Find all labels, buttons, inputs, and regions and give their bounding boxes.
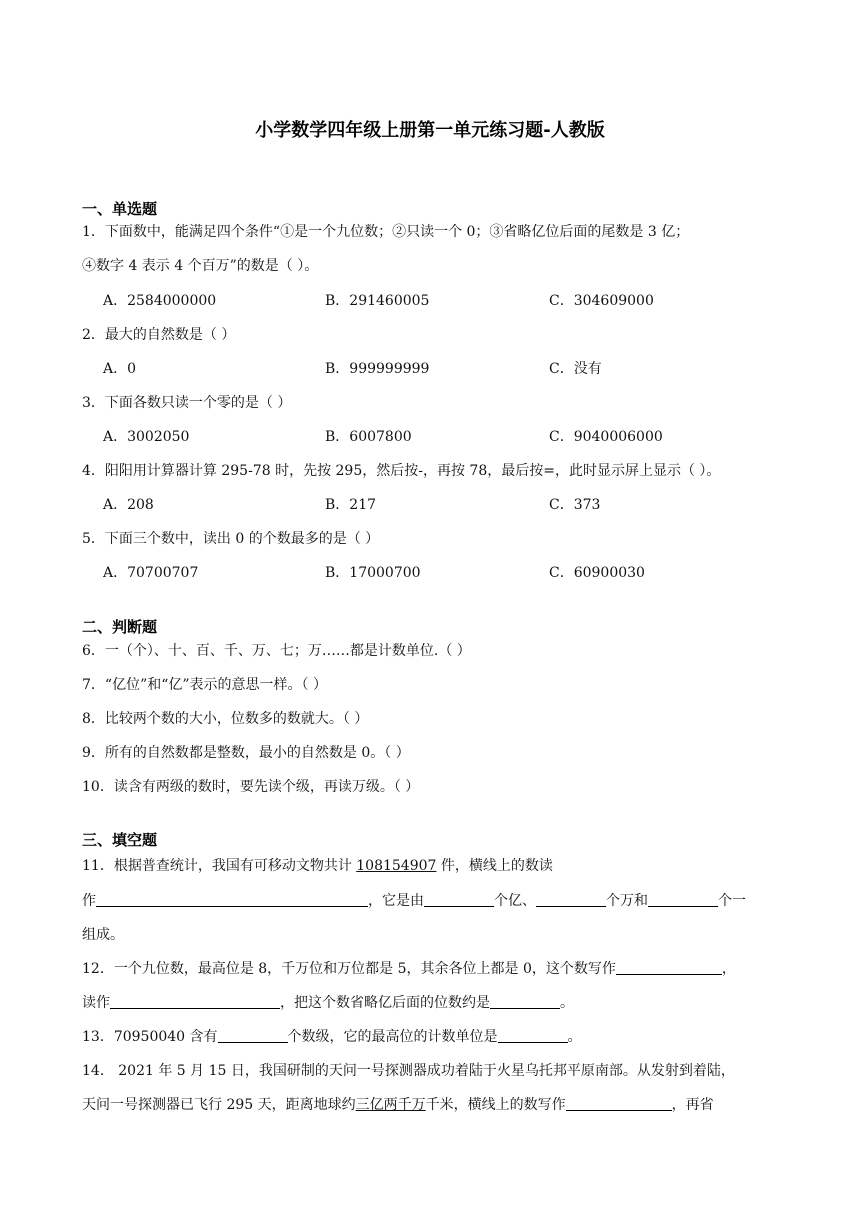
question-10: 10．读含有两级的数时，要先读个级，再读万级。（ ） (82, 779, 420, 795)
question-12-line-1 (82, 959, 782, 979)
q13-text-1: 13．70950040 含有 (82, 1029, 218, 1045)
q14-underlined-number: 三亿两千万 (355, 1097, 426, 1113)
q12-text-3: 读作 (82, 995, 110, 1011)
q11-text-4: ，它是由 (368, 893, 424, 909)
question-13 (82, 1027, 782, 1047)
question-5: 5．下面三个数中，读出 0 的个数最多的是（ ） (82, 531, 380, 547)
question-14-line-1: 14． 2021 年 5 月 15 日，我国研制的天问一号探测器成功着陆于火星乌托邦平原南部。从发射到着陆， (82, 1063, 735, 1079)
q12-blank-write[interactable] (616, 960, 722, 975)
question-14-line-2 (82, 1095, 782, 1115)
question-4-option-a: A．208 (103, 497, 154, 513)
section-heading-single-choice: 一、单选题 (82, 200, 158, 218)
question-5-option-b: B．17000700 (325, 565, 421, 581)
q11-text-2: 件，横线上的数读 (436, 858, 553, 874)
question-6: 6．一（个）、十、百、千、万、七；万……都是计数单位.（ ） (82, 643, 471, 659)
q14-text-4: ，再省 (671, 1097, 714, 1113)
question-12-line-2 (82, 993, 782, 1013)
q11-text-3: 作 (82, 893, 96, 909)
q14-text-3: 千米，横线上的数写作 (425, 1097, 566, 1113)
question-3-option-b: B．6007800 (325, 429, 412, 445)
question-3-option-a: A．3002050 (103, 429, 190, 445)
q11-text-1: 11．根据普查统计，我国有可移动文物共计 (82, 858, 357, 874)
q11-text-7: 个一 (718, 893, 746, 909)
q11-text-5: 个亿、 (494, 893, 536, 909)
q12-text-2: ， (721, 961, 736, 977)
q12-text-1: 12．一个九位数，最高位是 8，千万位和万位都是 5，其余各位上都是 0，这个数写作 (82, 961, 616, 977)
question-2-option-b: B．999999999 (325, 361, 430, 377)
q11-blank-reading[interactable] (96, 892, 368, 907)
question-3-option-c: C．9040006000 (549, 429, 663, 445)
q11-blank-wan[interactable] (536, 892, 606, 907)
question-1-option-b: B．291460005 (325, 293, 430, 309)
q11-text-6: 个万和 (606, 893, 648, 909)
question-4-option-b: B．217 (325, 497, 377, 513)
question-4-option-c: C．373 (549, 497, 601, 513)
question-1-line-1: 1．下面数中，能满足四个条件“①是一个九位数；②只读一个 0；③省略亿位后面的尾数是 3 亿； (82, 224, 690, 240)
q11-blank-yi-unit[interactable] (648, 892, 718, 907)
q11-blank-yi[interactable] (424, 892, 494, 907)
question-5-option-a: A．70700707 (103, 565, 199, 581)
q13-blank-unit[interactable] (498, 1028, 568, 1043)
q14-blank-write[interactable] (566, 1096, 672, 1111)
q13-blank-levels[interactable] (218, 1028, 288, 1043)
question-3: 3．下面各数只读一个零的是（ ） (82, 395, 292, 411)
question-8: 8．比较两个数的大小，位数多的数就大。（ ） (82, 711, 369, 727)
question-2-option-c: C．没有 (549, 361, 602, 377)
section-heading-true-false: 二、判断题 (82, 618, 158, 636)
question-11-line-1 (82, 856, 782, 876)
q12-blank-approx[interactable] (490, 994, 560, 1009)
question-1-option-c: C．304609000 (549, 293, 654, 309)
question-1-option-a: A．2584000000 (103, 293, 217, 309)
question-7: 7．“亿位”和“亿”表示的意思一样。（ ） (82, 677, 327, 693)
question-4: 4．阳阳用计算器计算 295-78 时，先按 295，然后按-，再按 78，最后按=，此时显示屏上显示（ ）。 (82, 463, 721, 479)
q13-text-3: 。 (567, 1029, 582, 1045)
question-11-line-2 (82, 891, 782, 911)
question-9: 9．所有的自然数都是整数，最小的自然数是 0。（ ） (82, 745, 410, 761)
question-5-option-c: C．60900030 (549, 565, 645, 581)
q11-underlined-number: 108154907 (356, 858, 437, 874)
page-title: 小学数学四年级上册第一单元练习题-人教版 (255, 120, 605, 141)
question-1-line-2: ④数字 4 表示 4 个百万”的数是（ ）。 (82, 258, 319, 274)
question-2-option-a: A．0 (103, 361, 137, 377)
q14-text-2: 天问一号探测器已飞行 295 天，距离地球约 (82, 1097, 356, 1113)
section-heading-fill-blank: 三、填空题 (82, 831, 158, 849)
q13-text-2: 个数级，它的最高位的计数单位是 (287, 1029, 498, 1045)
question-11-line-3: 组成。 (82, 927, 124, 943)
q12-text-4: ，把这个数省略亿后面的位数约是 (280, 995, 490, 1011)
question-2: 2．最大的自然数是（ ） (82, 327, 236, 343)
q12-blank-read[interactable] (110, 994, 280, 1009)
q12-text-5: 。 (560, 995, 574, 1011)
